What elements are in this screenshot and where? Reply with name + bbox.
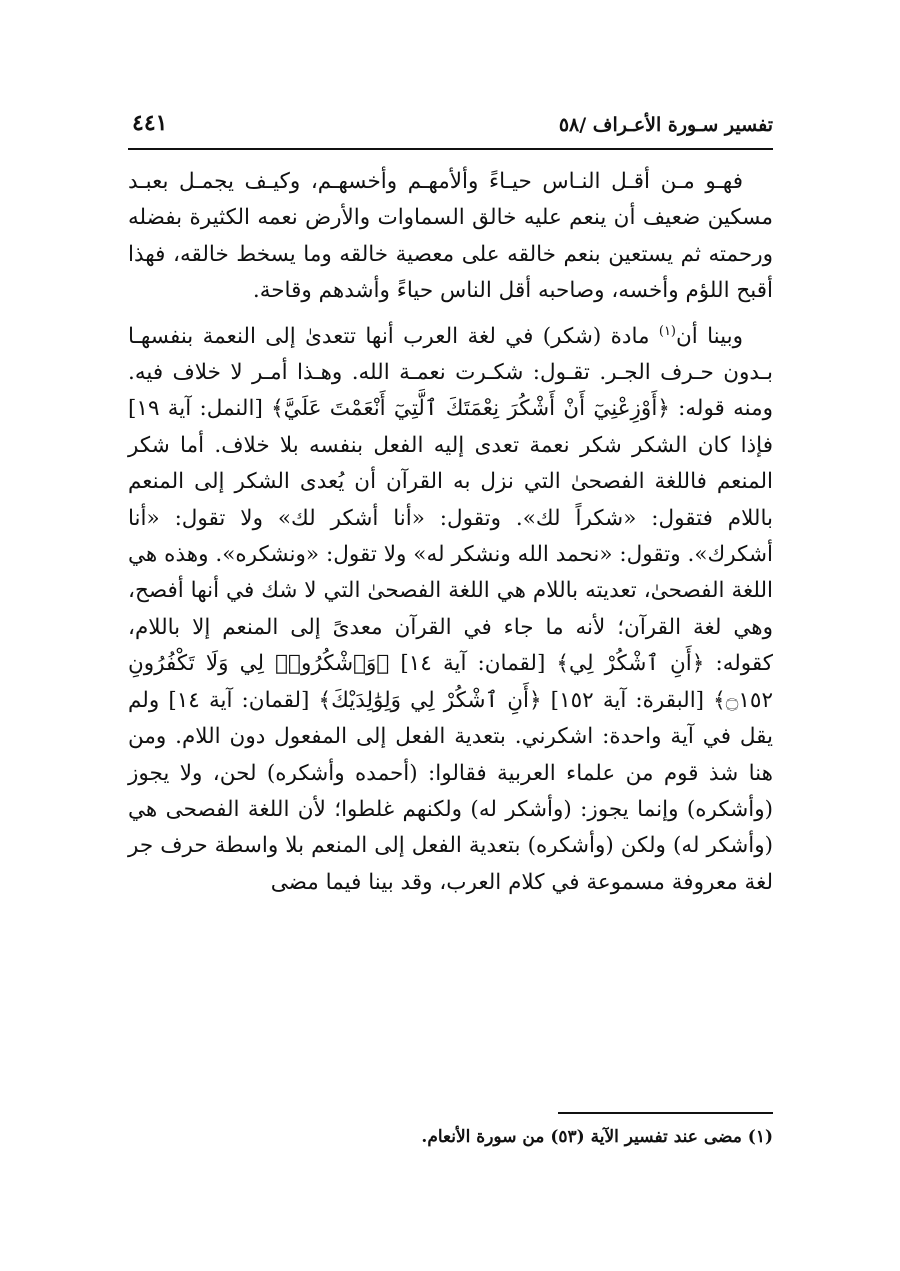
running-head-title: تفسير سـورة الأعـراف /٥٨	[558, 114, 773, 136]
paragraph-2	[128, 319, 773, 902]
header-divider	[128, 148, 773, 150]
page-number: ٤٤١	[132, 110, 168, 136]
paragraph-1: فهـو مـن أقـل النـاس حيـاءً وألأمهـم وأخسهـم، وكيـف يجمـل بعبـد مسكين ضعيف أن ينعم عليه خالق السماوات والأرض نعمه الكثيرة بفضله ورحمته ثم يستعين بنعم خالقه على معصية خالقه وما يسخط خالقه، فهذا أقبح اللؤم وأخسه، وصاحبه أقل الناس حياءً وأشدهم وقاحة.	[128, 169, 773, 304]
footnote-marker[interactable]: (١)	[658, 323, 676, 339]
body-text	[128, 164, 773, 910]
book-page	[128, 100, 773, 1200]
footnote: (١) مضى عند تفسير الآية (٥٣) من سورة الأنعام.	[421, 1127, 773, 1147]
paragraph-2-lead: وبينا أن	[676, 323, 743, 349]
running-head	[128, 100, 773, 144]
paragraph-2-text: مادة (شكر) في لغة العرب أنها تتعدىٰ إلى النعمة بنفسهـا بـدون حـرف الجـر. تقـول: شكـرت نعمـة الله. وهـذا أمـر لا خلاف فيه. ومنه قوله: ﴿أَوْزِعْنِيٓ أَنْ أَشْكُرَ نِعْمَتَكَ ٱلَّتِيٓ أَنْعَمْتَ عَلَيَّ﴾ [النمل: آية ١٩] فإذا كان الشكر شكر نعمة تعدى إليه الفعل بنفسه بلا خلاف. أما شكر المنعم فاللغة الفصحىٰ التي نزل به القرآن أن يُعدى الشكر إلى المنعم باللام فتقول: «شكراً لك». وتقول: «أنا أشكر لك» ولا تقول: «أنا أشكرك». وتقول: «نحمد الله ونشكر له» ولا تقول: «ونشكره». وهذه هي اللغة الفصحىٰ، تعديته باللام هي اللغة الفصحىٰ التي لا شك في أنها أفصح، وهي لغة القرآن؛ لأنه ما جاء في القرآن معدىً إلى المنعم إلا باللام، كقوله: ﴿أَنِ ٱشْكُرْ لِي﴾ [لقمان: آية ١٤] ﴿وَٱشْكُرُوا۟ لِي وَلَا تَكْفُرُونِ ۝١٥٢﴾ [البقرة: آية ١٥٢] ﴿أَنِ ٱشْكُرْ لِي وَلِوَٰلِدَيْكَ﴾ [لقمان: آية ١٤] ولم يقل في آية واحدة: اشكرني. بتعدية الفعل إلى المفعول دون اللام. ومن هنا شذ قوم من علماء العربية فقالوا: (أحمده وأشكره) لحن، ولا يجوز (وأشكره) وإنما يجوز: (وأشكر له) ولكنهم غلطوا؛ لأن اللغة الفصحى هي (وأشكر له) ولكن (وأشكره) بتعدية الفعل إلى المنعم بلا واسطة حرف جر لغة معروفة مسموعة في كلام العرب، وقد بينا فيما مضى	[128, 323, 774, 895]
footnote-divider	[558, 1112, 773, 1114]
